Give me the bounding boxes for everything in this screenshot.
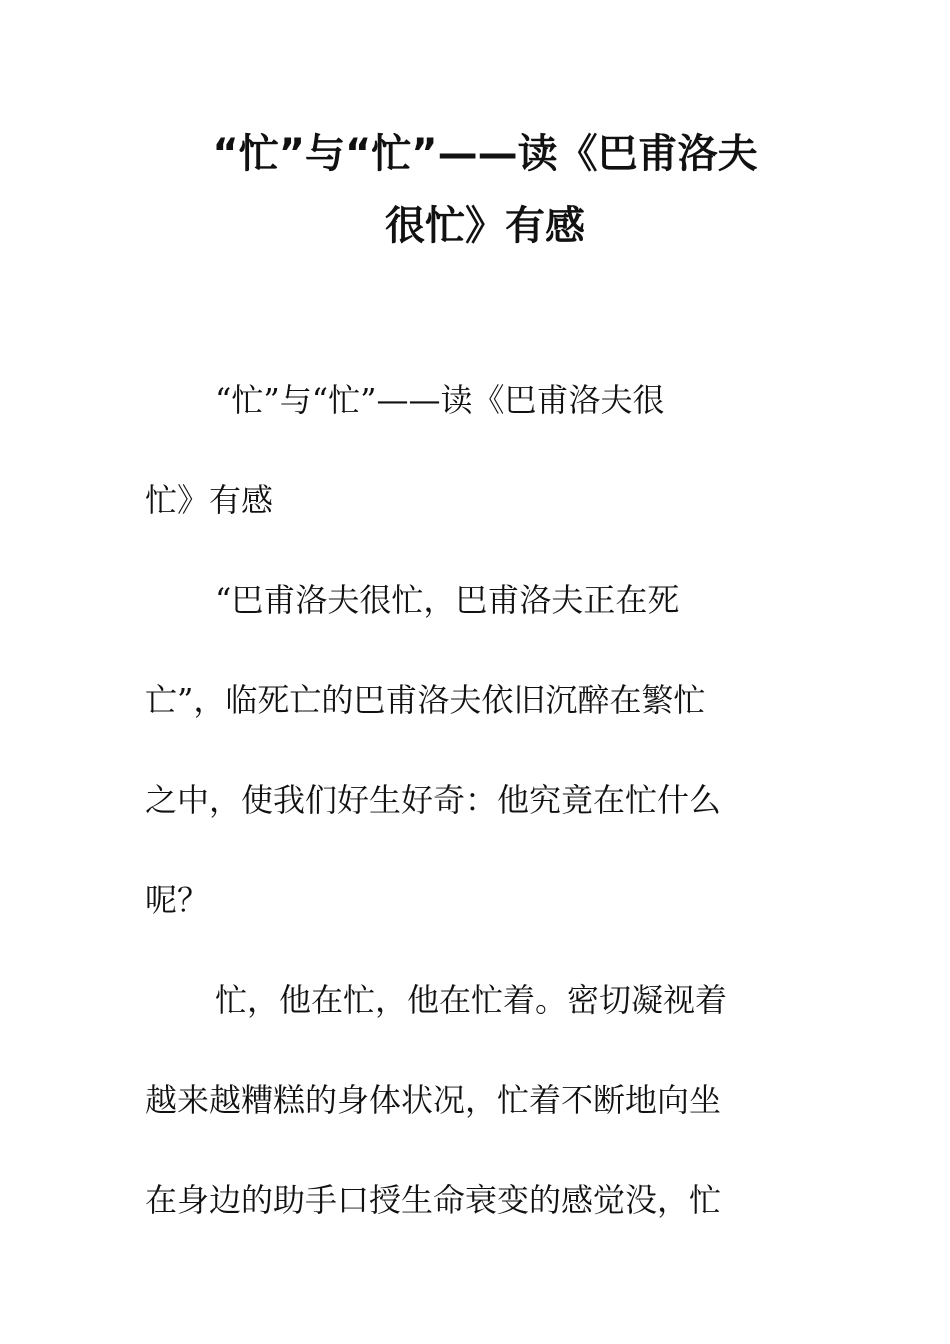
body-line-4: 亡”，临死亡的巴甫洛夫依旧沉醉在繁忙 — [145, 681, 706, 719]
document-body — [145, 368, 785, 1268]
body-line-3: “巴甫洛夫很忙，巴甫洛夫正在死 — [215, 581, 680, 619]
body-line-1: “忙”与“忙”——读《巴甫洛夫很 — [215, 381, 665, 419]
document-title — [145, 118, 825, 262]
body-line-9: 在身边的助手口授生命衰变的感觉没，忙 — [145, 1181, 722, 1219]
body-line-6: 呢？ — [145, 881, 210, 919]
body-line-5: 之中，使我们好生好奇：他究竟在忙什么 — [145, 781, 722, 819]
body-line-8: 越来越糟糕的身体状况，忙着不断地向坐 — [145, 1081, 722, 1119]
title-line-2: 很忙》有感 — [385, 203, 585, 249]
body-line-7: 忙，他在忙，他在忙着。密切凝视着 — [215, 981, 728, 1019]
body-line-2: 忙》有感 — [145, 481, 274, 519]
title-line-1: “忙”与“忙”——读《巴甫洛夫 — [212, 131, 758, 177]
